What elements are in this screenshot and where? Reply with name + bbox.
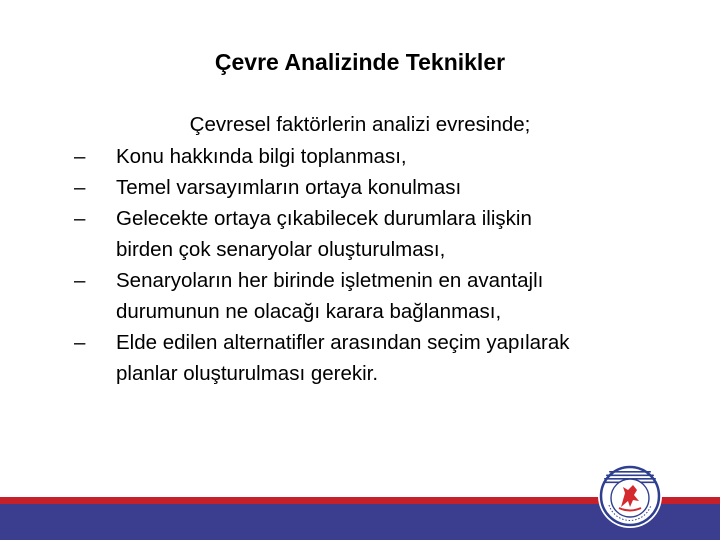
- bullet-text-continued: durumunun ne olacağı karara bağlanması,: [116, 300, 502, 323]
- bullet-dash: –: [74, 176, 86, 199]
- bullet-dash: –: [74, 331, 86, 354]
- bullet-text: Konu hakkında bilgi toplanması,: [116, 145, 407, 168]
- intro-text: Çevresel faktörlerin analizi evresinde;: [189, 113, 531, 136]
- bullet-list: [74, 141, 674, 389]
- bullet-text: Elde edilen alternatifler arasından seçim yapılarak: [116, 331, 570, 354]
- bullet-text: Temel varsayımların ortaya konulması: [116, 176, 462, 199]
- bullet-dash: –: [74, 207, 86, 230]
- bullet-dash: –: [74, 269, 86, 292]
- bullet-text-continued: planlar oluşturulması gerekir.: [116, 362, 379, 385]
- bullet-text: Senaryoların her birinde işletmenin en avantajlı: [116, 269, 544, 292]
- university-seal-icon: [597, 463, 663, 529]
- bullet-dash: –: [74, 145, 86, 168]
- bullet-text: Gelecekte ortaya çıkabilecek durumlara ilişkin: [116, 207, 532, 230]
- bullet-text-continued: birden çok senaryolar oluşturulması,: [116, 238, 446, 261]
- bullet-item: [74, 203, 674, 265]
- bullet-item: [74, 172, 674, 203]
- bullet-item: [74, 141, 674, 172]
- bullet-item: [74, 265, 674, 327]
- bullet-item: [74, 327, 674, 389]
- slide-title: Çevre Analizinde Teknikler: [214, 49, 506, 75]
